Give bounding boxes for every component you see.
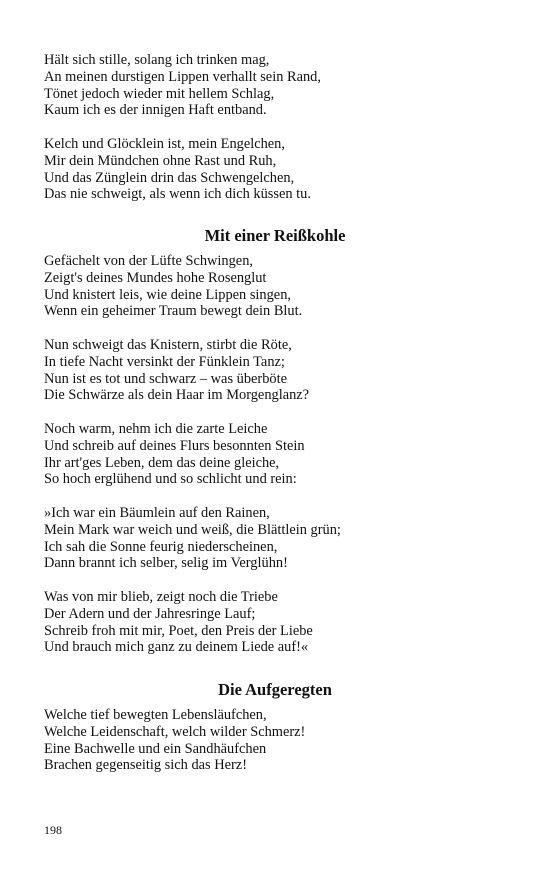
verse-line: Die Schwärze als dein Haar im Morgenglanz?	[44, 387, 310, 404]
verse-line: In tiefe Nacht versinkt der Fünklein Tanz;	[44, 353, 285, 370]
verse-line: Mein Mark war weich und weiß, die Blättlein grün;	[44, 521, 341, 538]
stanza	[44, 707, 514, 774]
verse-line: Schreib froh mit mir, Poet, den Preis der Liebe	[44, 622, 313, 639]
verse-line: Hält sich stille, solang ich trinken mag,	[44, 52, 270, 68]
verse-line: Ihr art'ges Leben, dem das deine gleiche,	[44, 454, 280, 471]
verse-line: Noch warm, nehm ich die zarte Leiche	[44, 421, 268, 437]
verse-line: Ich sah die Sonne feurig niederscheinen,	[44, 538, 278, 555]
verse-line: Wenn ein geheimer Traum bewegt dein Blut.	[44, 303, 303, 320]
verse-line: Kaum ich es der innigen Haft entband.	[44, 102, 267, 119]
verse-line: Nun ist es tot und schwarz – was überböte	[44, 370, 287, 387]
verse-line: Das nie schweigt, als wenn ich dich küssen tu.	[44, 186, 311, 203]
stanza	[44, 136, 514, 203]
stanza	[44, 52, 514, 119]
verse-line: Und brauch mich ganz zu deinem Liede auf!«	[44, 639, 309, 656]
verse-line: Zeigt's deines Mundes hohe Rosenglut	[44, 269, 267, 286]
verse-line: Tönet jedoch wieder mit hellem Schlag,	[44, 85, 275, 102]
verse-line: So hoch erglühend und so schlicht und rein:	[44, 471, 297, 488]
verse-line: Nun schweigt das Knistern, stirbt die Röte,	[44, 337, 292, 353]
page-number: 198	[44, 823, 62, 837]
stanza	[44, 589, 514, 656]
verse-line: Welche tief bewegten Lebensläufchen,	[44, 707, 267, 723]
verse-line: Kelch und Glöcklein ist, mein Engelchen,	[44, 136, 285, 152]
verse-line: Welche Leidenschaft, welch wilder Schmerz!	[44, 723, 306, 740]
verse-line: Eine Bachwelle und ein Sandhäufchen	[44, 740, 267, 757]
stanza	[44, 337, 514, 404]
verse-line: Mir dein Mündchen ohne Rast und Ruh,	[44, 152, 277, 169]
stanza	[44, 505, 514, 572]
stanza	[44, 421, 514, 488]
verse-line: Und schreib auf deines Flurs besonnten Stein	[44, 437, 305, 454]
verse-line: Gefächelt von der Lüfte Schwingen,	[44, 253, 253, 269]
verse-line: Und das Zünglein drin das Schwengelchen,	[44, 169, 295, 186]
poem-title: Mit einer Reißkohle	[204, 226, 346, 245]
verse-line: Brachen gegenseitig sich das Herz!	[44, 757, 247, 774]
verse-line: Was von mir blieb, zeigt noch die Triebe	[44, 589, 278, 605]
poem-title: Die Aufgeregten	[218, 680, 332, 699]
verse-line: An meinen durstigen Lippen verhallt sein Rand,	[44, 68, 321, 85]
verse-line: Dann brannt ich selber, selig im Verglühn!	[44, 555, 288, 572]
stanza	[44, 253, 514, 320]
verse-line: Und knistert leis, wie deine Lippen singen,	[44, 286, 291, 303]
verse-line: »Ich war ein Bäumlein auf den Rainen,	[44, 505, 270, 521]
verse-line: Der Adern und der Jahresringe Lauf;	[44, 605, 256, 622]
